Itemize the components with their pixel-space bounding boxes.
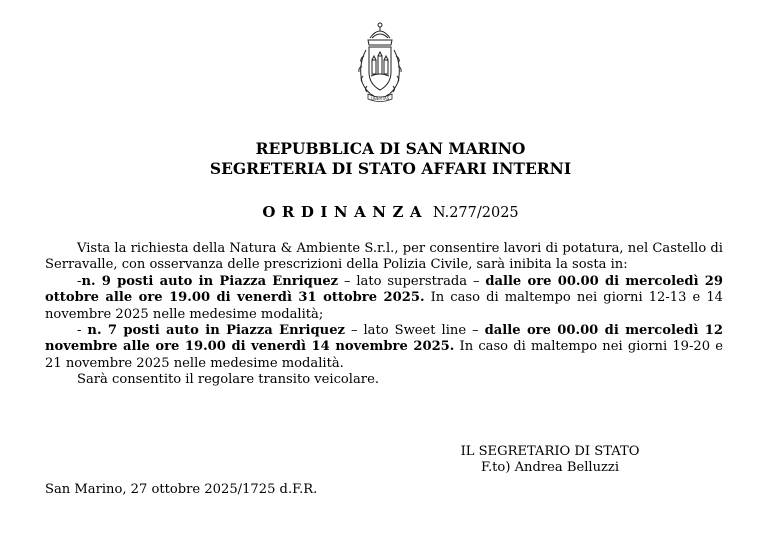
ordinance-number: N.277/2025 [432,205,519,221]
document-date: San Marino, 27 ottobre 2025/1725 d.F.R. [45,482,318,497]
body-item-1 [45,274,723,323]
item-1-prefix: - [77,273,82,289]
body-item-2 [45,323,723,372]
item-2-prefix: - [77,323,88,339]
item-1-side: – lato superstrada – [338,273,486,289]
header-republic: REPUBBLICA DI SAN MARINO [255,139,526,158]
item-2-period: dalle ore 00.00 di mercoledì 12 novembre alle ore 19.00 di venerdì 14 novembre 2025. [45,323,724,355]
item-2-side: – lato Sweet line – [344,323,485,339]
signature-block [430,444,670,477]
header-secretariat: SEGRETERIA DI STATO AFFARI INTERNI [209,159,572,178]
item-1-period: dalle ore 00.00 di mercoledì 29 ottobre alle ore 19.00 di venerdì 31 ottobre 2025. [45,273,724,306]
body-intro: Vista la richiesta della Natura & Ambiente S.r.l., per consentire lavori di potatura, nel Castello di Serravalle, con osservanza delle prescrizioni della Polizia Civile, sarà inibita la sosta in: [45,241,723,273]
coat-of-arms-icon [350,20,410,106]
signature-name: F.to) Andrea Belluzzi [480,460,620,476]
emblem-motto: LIBERTAS [370,96,390,102]
item-2-weather: In caso di maltempo nei giorni 19-20 e 21 novembre 2025 nelle medesime modalità. [45,339,723,371]
body-closing: Sarà consentito il regolare transito veicolare. [77,372,379,388]
item-1-weather: In caso di maltempo nei giorni 12-13 e 14 novembre 2025 nelle medesime modalità; [45,290,724,322]
ordinance-body [45,241,723,389]
ordinance-word: ORDINANZA [262,203,429,221]
item-1-location: n. 9 posti auto in Piazza Enriquez [81,273,339,289]
signature-title: IL SEGRETARIO DI STATO [460,444,640,459]
item-2-location: n. 7 posti auto in Piazza Enriquez [87,323,345,339]
ordinance-title [0,202,781,223]
